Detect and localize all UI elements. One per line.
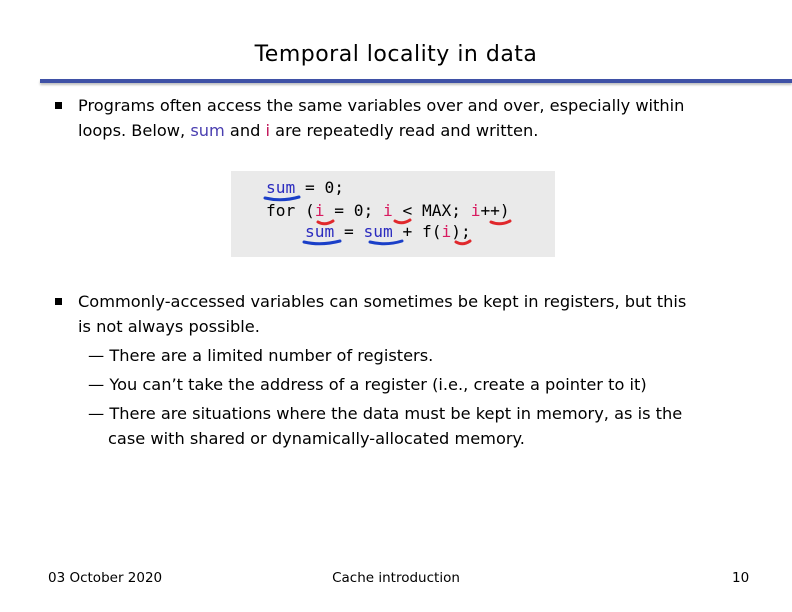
code-text: + f( <box>392 222 442 241</box>
page-number: 10 <box>732 570 750 586</box>
bullet1-text: and <box>224 121 266 140</box>
bullet2-line1: Commonly-accessed variables can sometimes be kept in registers, but this <box>78 292 687 311</box>
sub-bullet-3-line1: — There are situations where the data must be kept in memory, as is the <box>88 404 683 423</box>
ink-underline-red <box>318 221 333 224</box>
code-text: ++) <box>480 201 510 220</box>
ink-underline-blue <box>370 241 402 244</box>
var-sum-highlight: sum <box>190 121 225 140</box>
var-i-highlight: i <box>265 121 271 140</box>
bullet-square-icon <box>55 298 62 305</box>
code-text: = 0; <box>324 201 383 220</box>
ink-underline-blue <box>265 197 299 200</box>
sub-bullet-3-line2: case with shared or dynamically-allocated memory. <box>108 429 525 448</box>
slide-title: Temporal locality in data <box>254 42 538 67</box>
code-text: = 0; <box>295 178 344 197</box>
code-text: < MAX; <box>392 201 471 220</box>
code-var-sum: sum <box>266 178 296 197</box>
code-text: for ( <box>266 201 315 220</box>
code-var-i: i <box>470 201 481 220</box>
sub-bullet-2: — You can’t take the address of a register (i.e., create a pointer to it) <box>88 375 647 394</box>
bullet1-text: are repeatedly read and written. <box>270 121 539 140</box>
bullet2-line2: is not always possible. <box>78 317 260 336</box>
code-var-i: i <box>382 201 393 220</box>
code-var-i: i <box>441 222 452 241</box>
footer-date: 03 October 2020 <box>48 570 163 586</box>
footer-title: Cache introduction <box>332 570 460 586</box>
code-text: ); <box>451 222 471 241</box>
code-text: = <box>334 222 364 241</box>
bullet1-text: loops. Below, <box>78 121 191 140</box>
code-var-sum: sum <box>304 222 335 241</box>
code-var-sum: sum <box>363 222 393 241</box>
code-var-i: i <box>314 201 325 220</box>
ink-underline-red <box>456 241 470 244</box>
bullet1-line1: Programs often access the same variables over and over, especially within <box>78 96 685 115</box>
sub-bullet-1: — There are a limited number of registers. <box>88 346 434 365</box>
ink-underline-blue <box>304 241 340 244</box>
ink-underline-red <box>395 220 410 223</box>
ink-underline-red <box>491 221 510 224</box>
